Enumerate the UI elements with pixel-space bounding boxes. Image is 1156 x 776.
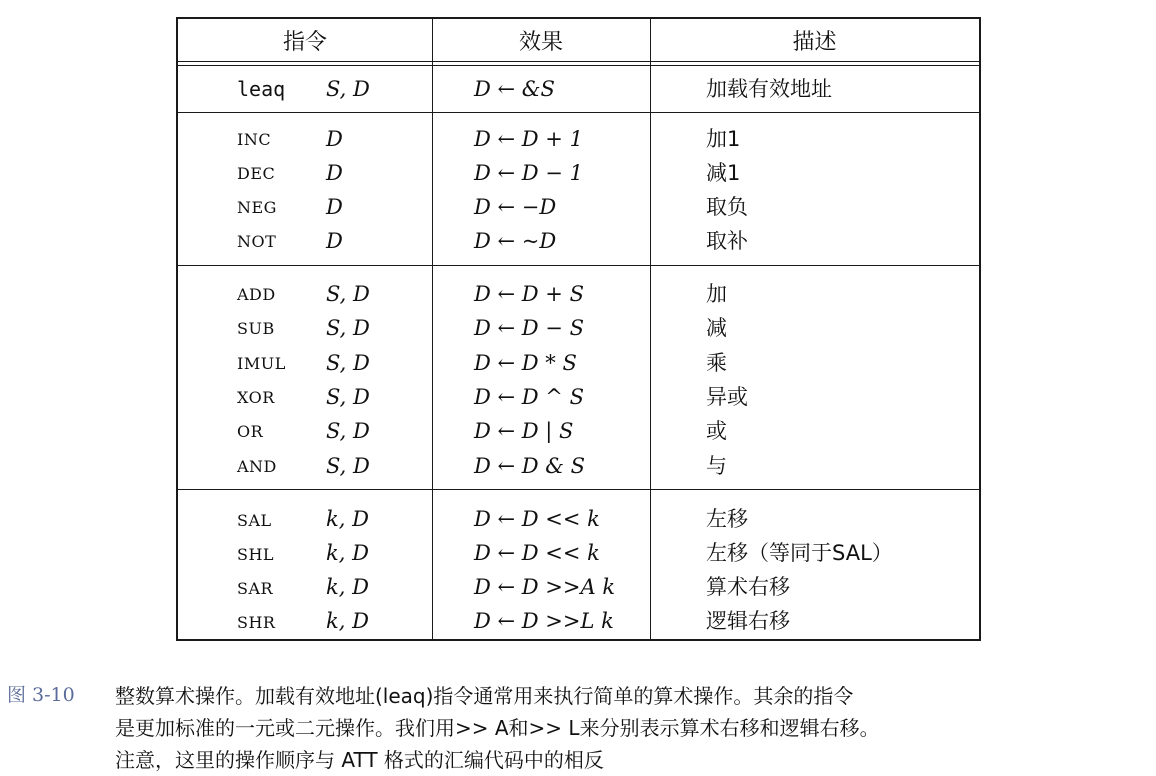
effect-sub: D ← D − S — [474, 316, 584, 340]
header-instruction: 指令 — [282, 30, 327, 55]
operands-shr: k, D — [326, 609, 369, 633]
operands-imul: S, D — [326, 351, 370, 375]
operands-or: S, D — [326, 419, 370, 443]
figure-label: 图 3-10 — [7, 684, 75, 706]
description-imul: 乘 — [706, 351, 727, 375]
mnemonic-imul: IMUL — [237, 354, 286, 373]
group-separator-2 — [178, 265, 979, 266]
group-separator-3 — [178, 489, 979, 490]
operands-dec: D — [326, 161, 343, 185]
description-dec: 减1 — [706, 161, 741, 185]
effect-sar: D ← D >>A k — [474, 575, 616, 599]
mnemonic-dec: DEC — [237, 164, 276, 183]
description-shr: 逻辑右移 — [706, 609, 790, 633]
description-xor: 异或 — [706, 385, 748, 409]
effect-imul: D ← D * S — [474, 351, 577, 375]
effect-neg: D ← −D — [474, 195, 557, 219]
caption-line-1: 整数算术操作。加载有效地址(leaq)指令通常用来执行简单的算术操作。其余的指令 — [115, 684, 854, 708]
mnemonic-xor: XOR — [237, 388, 275, 407]
operands-sar: k, D — [326, 575, 369, 599]
effect-not: D ← ~D — [474, 229, 557, 253]
mnemonic-inc: INC — [237, 130, 272, 149]
header-description: 描述 — [792, 30, 837, 55]
mnemonic-leaq: leaq — [237, 77, 286, 101]
mnemonic-or: OR — [237, 422, 264, 441]
header-separator — [178, 61, 979, 66]
description-leaq: 加载有效地址 — [706, 77, 832, 101]
caption-line-2: 是更加标准的一元或二元操作。我们用>> A和>> L来分别表示算术右移和逻辑右移。 — [115, 716, 880, 740]
operands-neg: D — [326, 195, 343, 219]
mnemonic-sub: SUB — [237, 319, 275, 338]
effect-add: D ← D + S — [474, 282, 584, 306]
effect-shl: D ← D << k — [474, 541, 600, 565]
description-neg: 取负 — [706, 195, 748, 219]
operands-and: S, D — [326, 454, 370, 478]
description-and: 与 — [706, 454, 727, 478]
effect-dec: D ← D − 1 — [474, 161, 583, 185]
effect-sal: D ← D << k — [474, 507, 600, 531]
operands-sub: S, D — [326, 316, 370, 340]
effect-xor: D ← D ^ S — [474, 385, 584, 409]
group-separator-1 — [178, 112, 979, 113]
description-sar: 算术右移 — [706, 575, 790, 599]
mnemonic-add: ADD — [237, 285, 276, 304]
description-shl: 左移（等同于SAL） — [706, 541, 893, 565]
operands-sal: k, D — [326, 507, 369, 531]
operands-leaq: S, D — [326, 77, 370, 101]
operands-inc: D — [326, 127, 343, 151]
description-not: 取补 — [706, 229, 748, 253]
description-inc: 加1 — [706, 127, 741, 151]
description-sub: 减 — [706, 316, 727, 340]
mnemonic-and: AND — [237, 457, 277, 476]
mnemonic-not: NOT — [237, 232, 277, 251]
effect-or: D ← D | S — [474, 419, 574, 443]
operands-xor: S, D — [326, 385, 370, 409]
operands-shl: k, D — [326, 541, 369, 565]
mnemonic-shr: SHR — [237, 613, 276, 632]
instruction-table — [176, 17, 981, 641]
description-or: 或 — [706, 419, 727, 443]
mnemonic-sar: SAR — [237, 579, 274, 598]
caption-line-3: 注意，这里的操作顺序与 ATT 格式的汇编代码中的相反 — [115, 748, 604, 772]
effect-leaq: D ← &S — [474, 77, 555, 101]
description-add: 加 — [706, 282, 727, 306]
mnemonic-sal: SAL — [237, 511, 272, 530]
mnemonic-neg: NEG — [237, 198, 277, 217]
effect-shr: D ← D >>L k — [474, 609, 614, 633]
header-effect: 效果 — [518, 30, 563, 55]
effect-and: D ← D & S — [474, 454, 586, 478]
description-sal: 左移 — [706, 507, 748, 531]
operands-not: D — [326, 229, 343, 253]
effect-inc: D ← D + 1 — [474, 127, 583, 151]
mnemonic-shl: SHL — [237, 545, 275, 564]
operands-add: S, D — [326, 282, 370, 306]
